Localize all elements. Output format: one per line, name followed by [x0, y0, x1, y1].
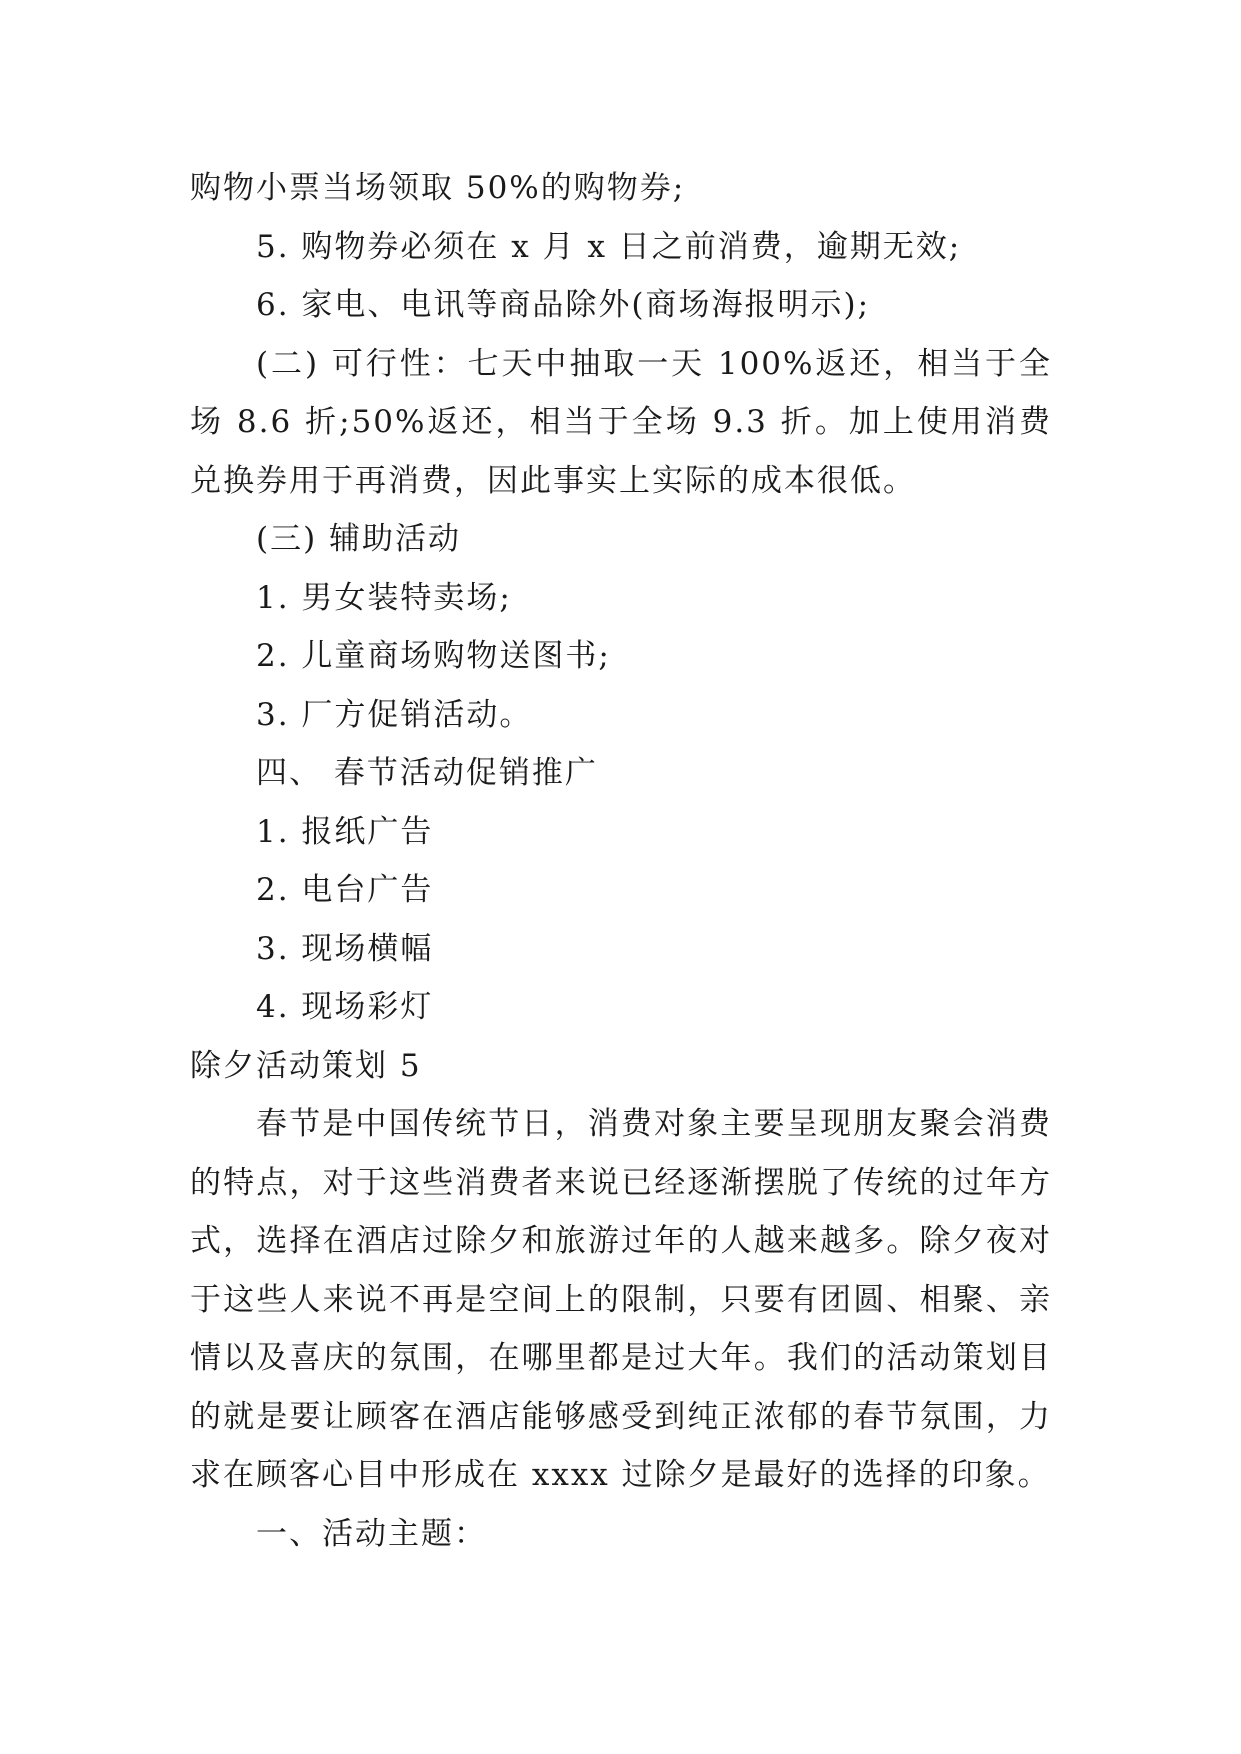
list-item: 4. 现场彩灯: [256, 989, 434, 1025]
list-item: 1. 男女装特卖场;: [256, 579, 512, 616]
list-item: 2. 电台广告: [256, 872, 434, 908]
section-heading: 四、 春节活动促销推广: [256, 755, 598, 791]
document-body: [190, 159, 1052, 1563]
text-line: 购物小票当场领取 50%的购物券;: [190, 170, 686, 206]
paragraph-feasibility: (二) 可行性：七天中抽取一天 100%返还，相当于全场 8.6 折;50%返还，相当于全场 9.3 折。加上使用消费兑换券用于再消费，因此事实上实际的成本很低。: [190, 345, 1052, 499]
section-heading: 一、活动主题：: [256, 1515, 487, 1552]
section-subheading: (三) 辅助活动: [256, 521, 462, 557]
list-item: 3. 现场横幅: [256, 930, 434, 967]
list-item: 5. 购物券必须在 x 月 x 日之前消费，逾期无效;: [256, 228, 962, 265]
document-title: 除夕活动策划 5: [190, 1047, 422, 1084]
list-item: 1. 报纸广告: [256, 813, 434, 850]
list-item: 2. 儿童商场购物送图书;: [256, 638, 611, 674]
list-item: 6. 家电、电讯等商品除外(商场海报明示);: [256, 287, 871, 323]
list-item: 3. 厂方促销活动。: [256, 696, 533, 733]
paragraph-intro: 春节是中国传统节日，消费对象主要呈现朋友聚会消费的特点，对于这些消费者来说已经逐渐摆脱了传统的过年方式，选择在酒店过除夕和旅游过年的人越来越多。除夕夜对于这些人来说不再是空间上的限制，只要有团圆、相聚、亲情以及喜庆的氛围，在哪里都是过大年。我们的活动策划目的就是要让顾客在酒店能够感受到纯正浓郁的春节氛围，力求在顾客心目中形成在 xxxx 过除夕是最好的选择的印象。: [190, 1106, 1052, 1493]
